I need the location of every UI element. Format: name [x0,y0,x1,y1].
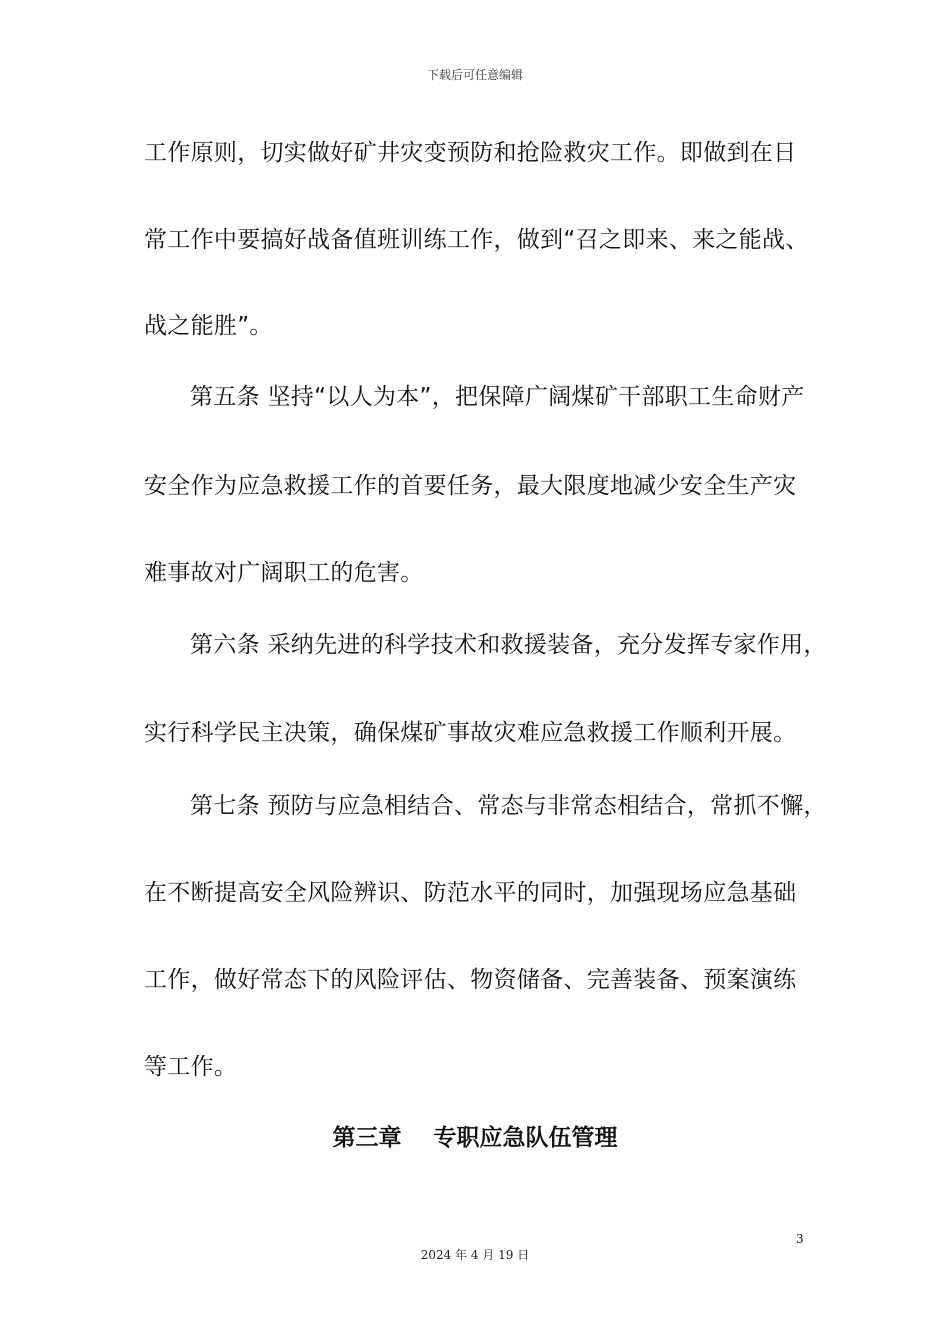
header-note: 下载后可任意编辑 [426,68,523,82]
body-line: 战之能胜”。 [144,313,273,339]
body-line: 在不断提高安全风险辨识、防范水平的同时，加强现场应急基础 [144,880,797,906]
article-7-line: 第七条 预防与应急相结合、常态与非常态相结合，常抓不懈， [190,793,827,819]
article-6-line: 第六条 采纳先进的科学技术和救援装备，充分发挥专家作用， [190,632,827,658]
page-number: 3 [796,1232,804,1246]
body-line: 难事故对广阔职工的危害。 [144,560,424,586]
body-line: 等工作。 [144,1054,238,1080]
article-5-line: 第五条 坚持“以人为本”，把保障广阔煤矿干部职工生命财产 [190,384,805,410]
body-line: 常工作中要搞好战备值班训练工作，做到“召之即来、来之能战、 [144,227,809,253]
footer-date: 2024 年 4 月 19 日 [420,1248,530,1262]
chapter-heading: 第三章 专职应急队伍管理 [332,1125,618,1151]
body-line: 工作原则，切实做好矿井灾变预防和抢险救灾工作。即做到在日 [144,140,797,166]
body-line: 实行科学民主决策，确保煤矿事故灾难应急救援工作顺利开展。 [144,720,797,746]
body-line: 工作，做好常态下的风险评估、物资储备、完善装备、预案演练 [144,967,797,993]
body-line: 安全作为应急救援工作的首要任务，最大限度地减少安全生产灾 [144,473,797,499]
